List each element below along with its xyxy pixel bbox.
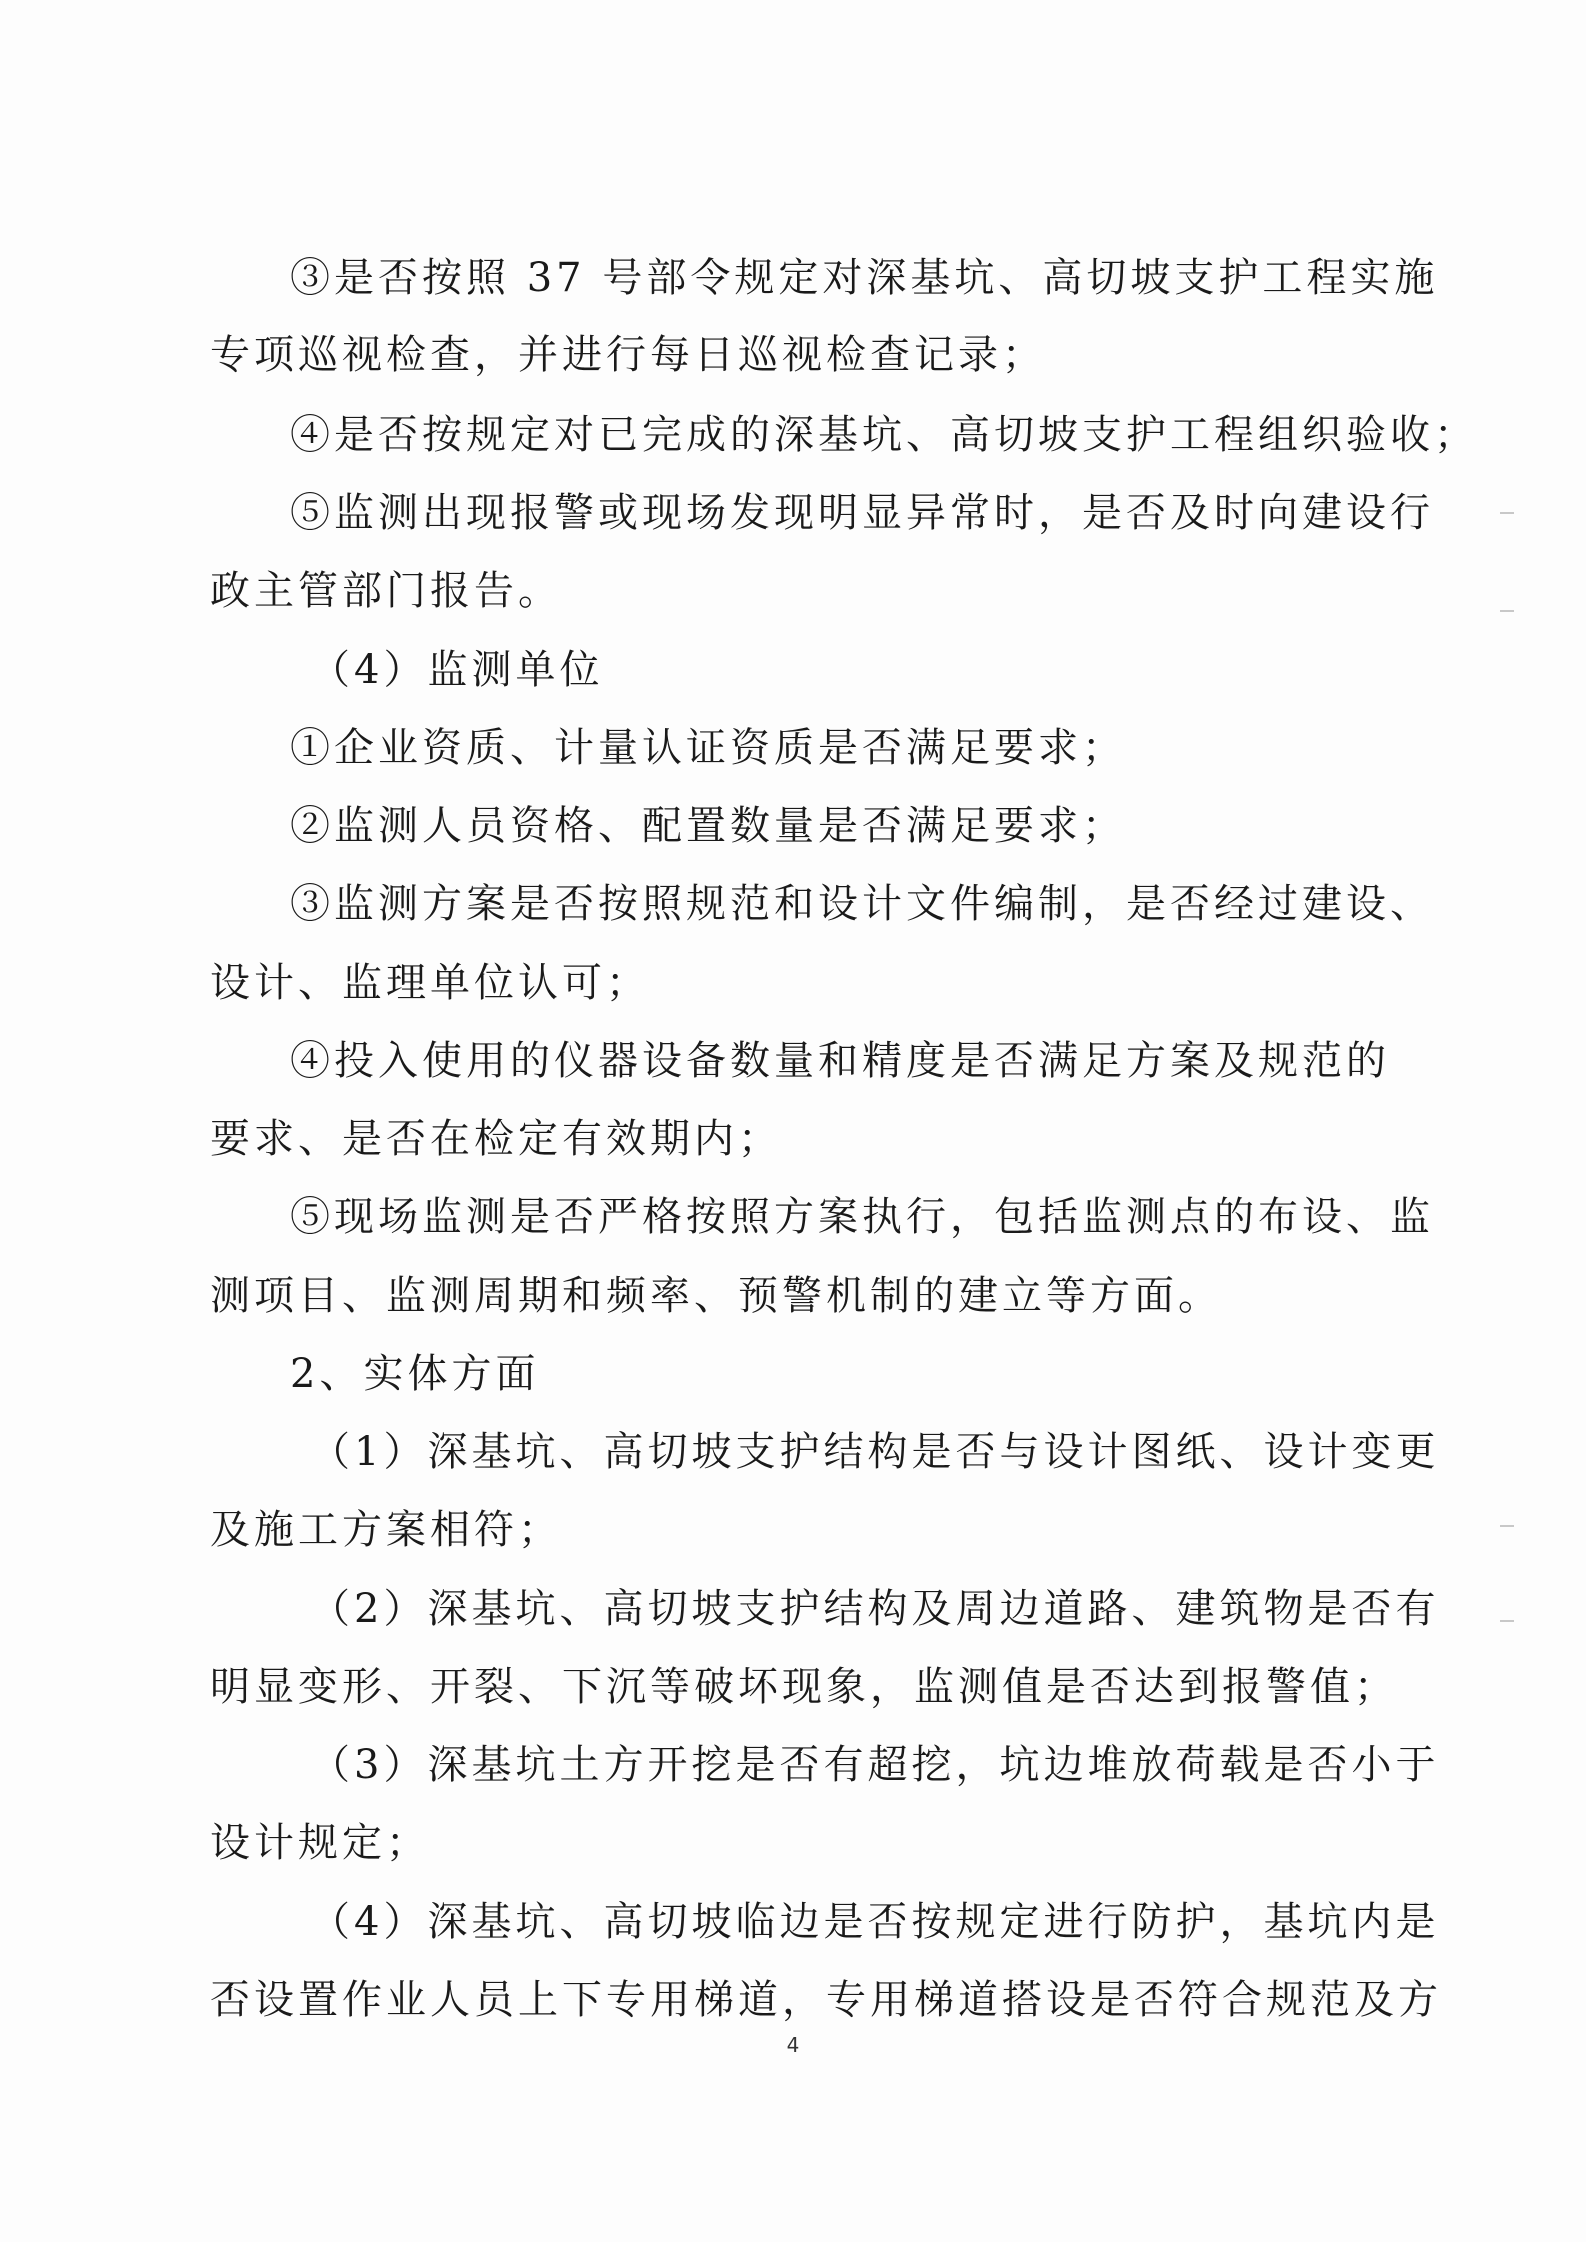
text-line: 明显变形、开裂、下沉等破坏现象，监测值是否达到报警值；	[210, 1664, 1398, 1710]
text-line: （1）深基坑、高切坡支护结构是否与设计图纸、设计变更	[310, 1429, 1440, 1475]
text-line: 测项目、监测周期和频率、预警机制的建立等方面。	[210, 1273, 1222, 1319]
text-line: 设计、监理单位认可；	[210, 960, 650, 1006]
text-line: ⑤监测出现报警或现场发现明显异常时，是否及时向建设行	[290, 490, 1434, 536]
text-line: ②监测人员资格、配置数量是否满足要求；	[290, 803, 1126, 849]
scan-mark	[1500, 1620, 1514, 1622]
text-line: 要求、是否在检定有效期内；	[210, 1116, 782, 1162]
text-line: ①企业资质、计量认证资质是否满足要求；	[290, 725, 1126, 771]
text-line: （4）深基坑、高切坡临边是否按规定进行防护，基坑内是	[310, 1899, 1440, 1945]
text-line: 专项巡视检查，并进行每日巡视检查记录；	[210, 332, 1046, 378]
text-line: ③是否按照 37 号部令规定对深基坑、高切坡支护工程实施	[290, 255, 1439, 301]
scan-mark	[1500, 1525, 1514, 1527]
page-number: 4	[786, 2033, 800, 2057]
text-line: （2）深基坑、高切坡支护结构及周边道路、建筑物是否有	[310, 1586, 1440, 1632]
text-line: ③监测方案是否按照规范和设计文件编制，是否经过建设、	[290, 881, 1434, 927]
text-line: （3）深基坑土方开挖是否有超挖，坑边堆放荷载是否小于	[310, 1742, 1440, 1788]
text-line: ④投入使用的仪器设备数量和精度是否满足方案及规范的	[290, 1038, 1390, 1084]
scan-mark	[1500, 610, 1514, 612]
scan-mark	[1500, 512, 1514, 514]
text-line: 政主管部门报告。	[210, 568, 562, 614]
text-line: 否设置作业人员上下专用梯道，专用梯道搭设是否符合规范及方	[210, 1977, 1442, 2023]
text-line: 及施工方案相符；	[210, 1507, 562, 1553]
text-line: ⑤现场监测是否严格按照方案执行，包括监测点的布设、监	[290, 1194, 1434, 1240]
text-line: ④是否按规定对已完成的深基坑、高切坡支护工程组织验收；	[290, 412, 1478, 458]
section-heading: 2、实体方面	[290, 1351, 540, 1397]
section-heading: （4）监测单位	[310, 647, 604, 693]
text-line: 设计规定；	[210, 1820, 430, 1866]
